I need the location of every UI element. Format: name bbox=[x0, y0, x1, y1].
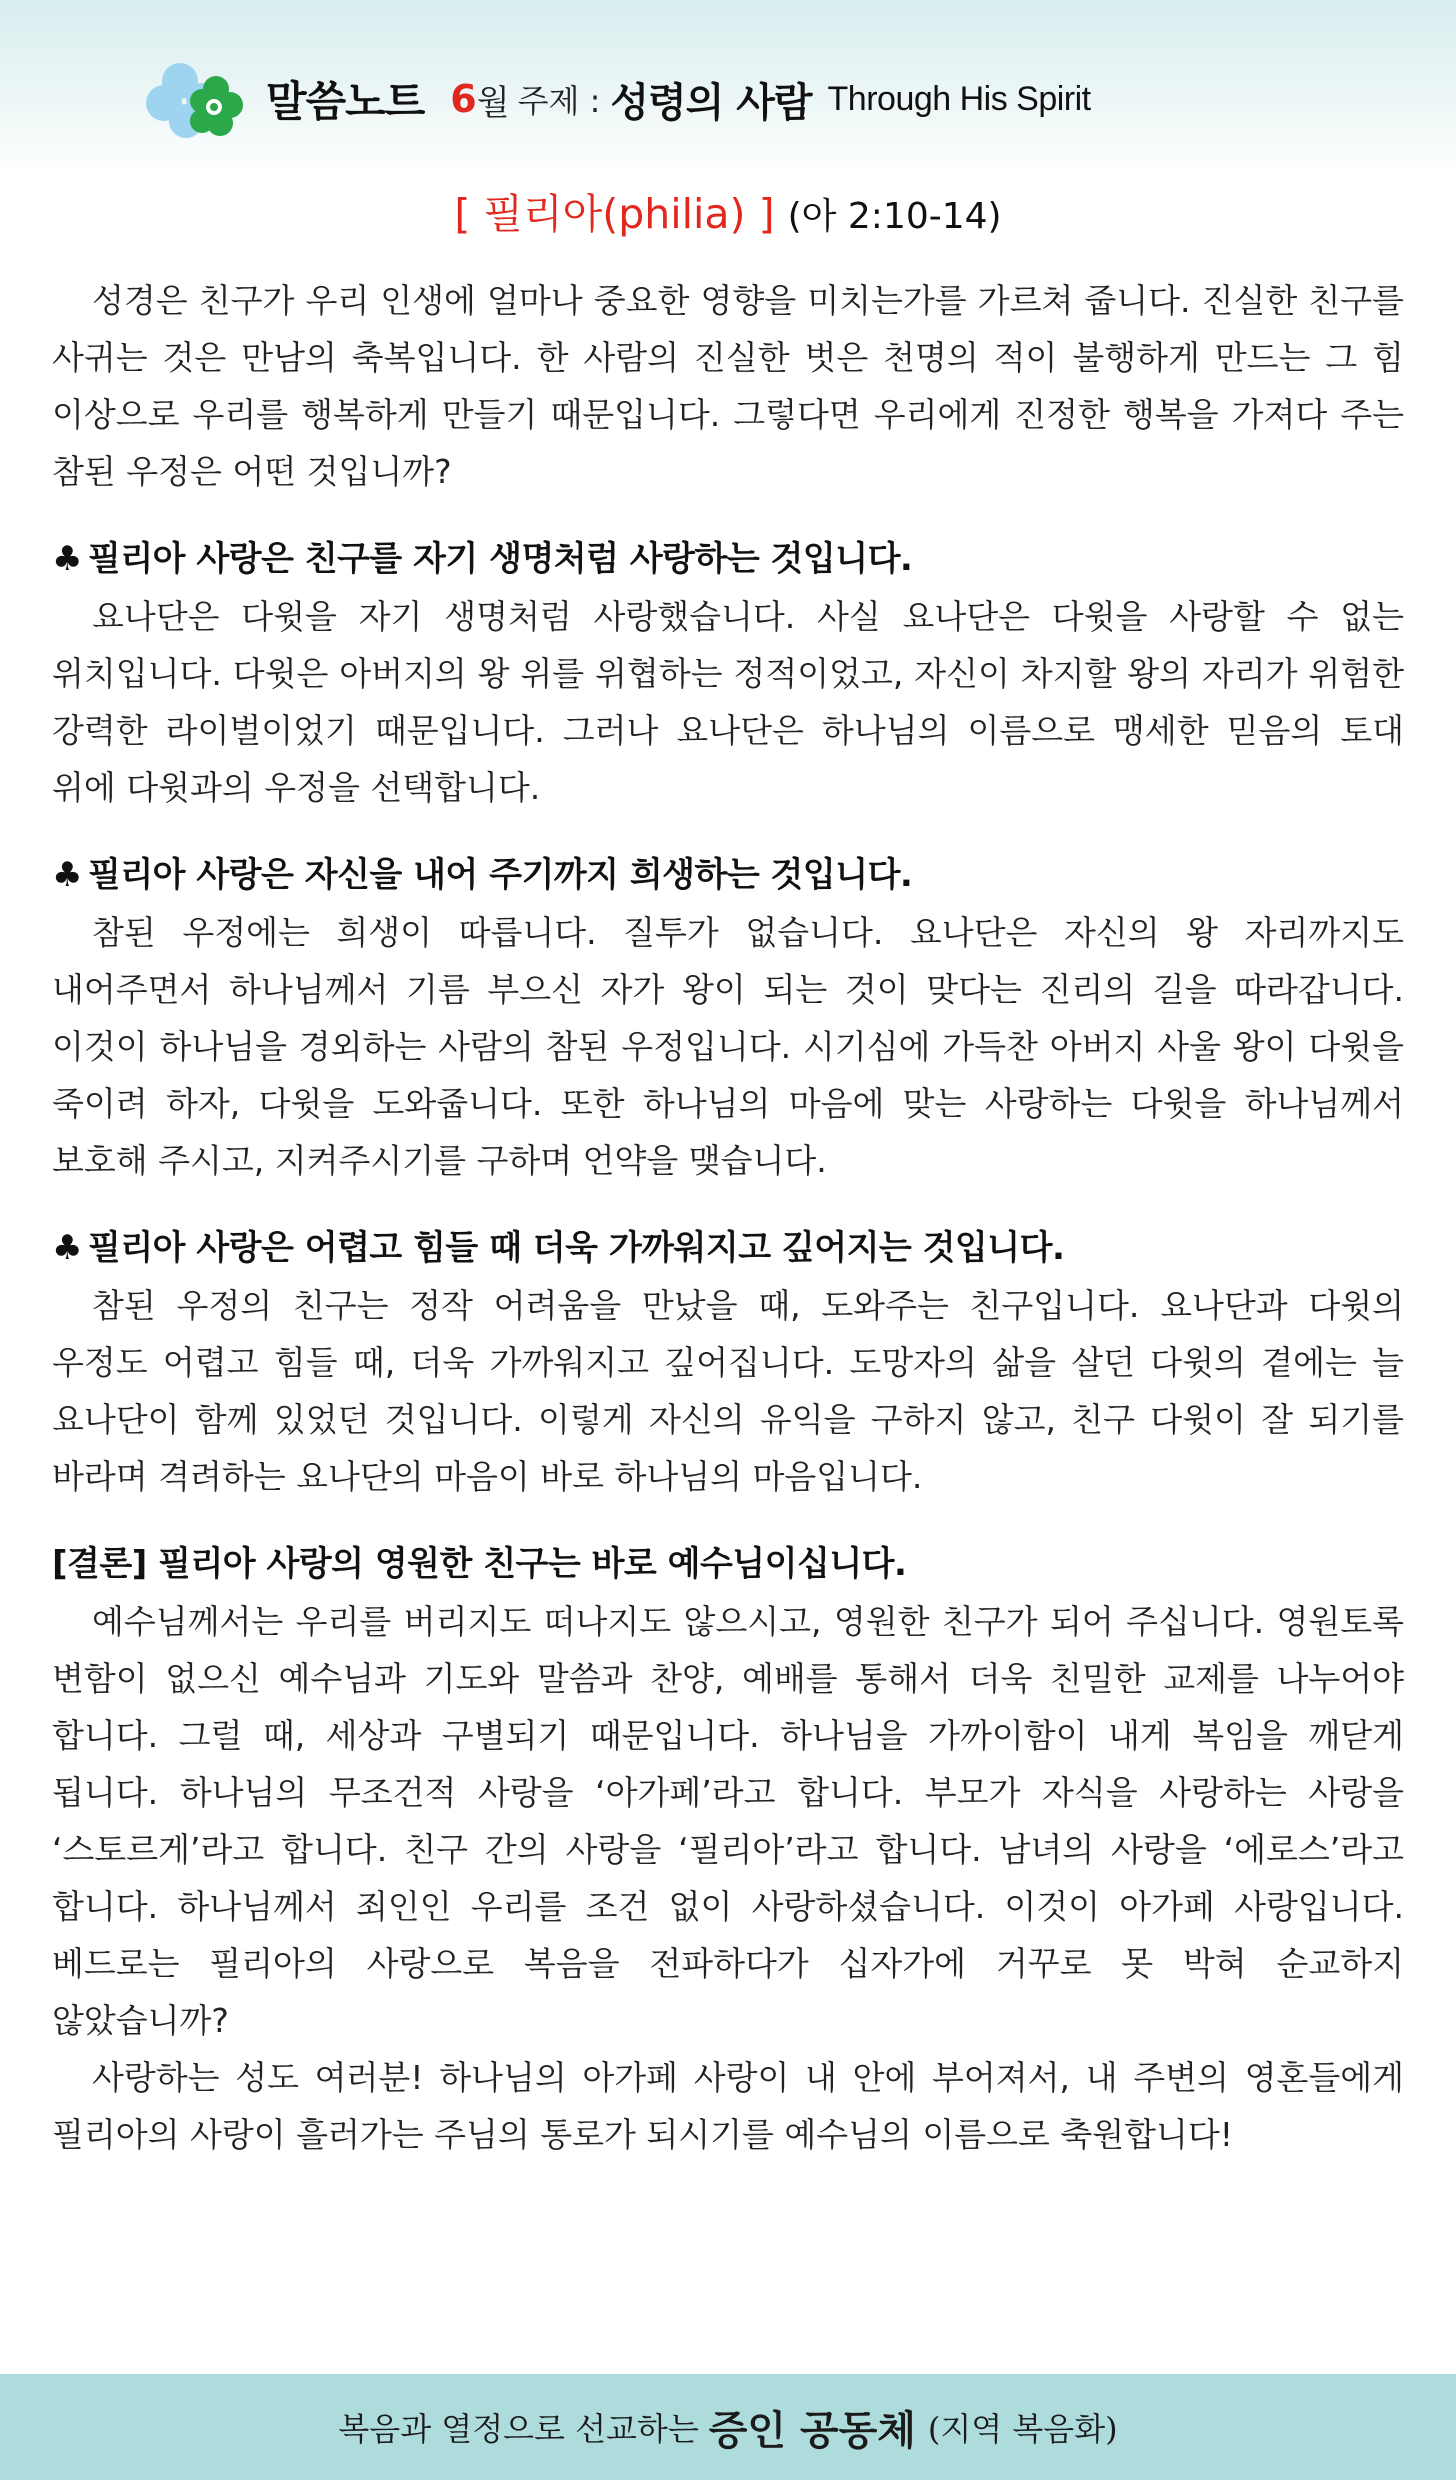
theme-english: Through His Spirit bbox=[827, 79, 1091, 118]
section-paragraph: 요나단은 다윗을 자기 생명처럼 사랑했습니다. 사실 요나단은 다윗을 사랑할 수 없는 위치입니다. 다윗은 아버지의 왕 위를 위협하는 정적이었고, 자신이 차지할 왕의 자리가 위험한 강력한 라이벌이었기 때문입니다. 그러나 요나단은 하나님의 이름으로 맹세한 믿음의 토대 위에 다윗과의 우정을 선택합니다. bbox=[52, 597, 1404, 807]
slogan-text: 복음과 열정으로 선교하는 bbox=[338, 2410, 699, 2448]
section-heading bbox=[52, 1219, 1404, 1277]
section-heading-text: 필리아 사랑은 자신을 내어 주기까지 희생하는 것입니다. bbox=[87, 855, 913, 895]
conclusion-heading: [결론] 필리아 사랑의 영원한 친구는 바로 예수님이십니다. bbox=[52, 1544, 907, 1584]
section-heading-text: 필리아 사랑은 친구를 자기 생명처럼 사랑하는 것입니다. bbox=[87, 539, 913, 579]
section-heading bbox=[52, 846, 1404, 904]
closing-paragraph: 사랑하는 성도 여러분! 하나님의 아가페 사랑이 내 안에 부어져서, 내 주변의 영혼들에게 필리아의 사랑이 흘러가는 주님의 통로가 되시기를 예수님의 이름으로 축원합니다! bbox=[52, 2058, 1404, 2154]
section-paragraph: 참된 우정에는 희생이 따릅니다. 질투가 없습니다. 요나단은 자신의 왕 자리까지도 내어주면서 하나님께서 기름 부으신 자가 왕이 되는 것이 맞다는 진리의 길을 따라갑니다. 이것이 하나님을 경외하는 사람의 참된 우정입니다. 시기심에 가득찬 아버지 사울 왕이 다윗을 죽이려 하자, 다윗을 도와줍니다. 또한 하나님의 마음에 맞는 사랑하는 다윗을 하나님께서 보호해 주시고, 지켜주시기를 구하며 언약을 맺습니다. bbox=[52, 913, 1404, 1180]
theme-label: 주제 : bbox=[517, 82, 601, 120]
sermon-title bbox=[0, 186, 1456, 245]
intro-paragraph: 성경은 친구가 우리 인생에 얼마나 중요한 영향을 미치는가를 가르쳐 줍니다. 진실한 친구를 사귀는 것은 만남의 축복입니다. 한 사람의 진실한 벗은 천명의 적이 불행하게 만드는 그 힘 이상으로 우리를 행복하게 만들기 때문입니다. 그렇다면 우리에게 진정한 행복을 가져다 주는 참된 우정은 어떤 것입니까? bbox=[52, 281, 1404, 491]
club-icon: ♣ bbox=[52, 855, 82, 895]
section-heading bbox=[52, 530, 1404, 588]
section-heading-text: 필리아 사랑은 어렵고 힘들 때 더욱 가까워지고 깊어지는 것입니다. bbox=[87, 1228, 1065, 1268]
month-number: 6 bbox=[450, 77, 477, 121]
conclusion-paragraph: 예수님께서는 우리를 버리지도 떠나지도 않으시고, 영원한 친구가 되어 주십니다. 영원토록 변함이 없으신 예수님과 기도와 말씀과 찬양, 예배를 통해서 더욱 친밀한 교제를 나누어야 합니다. 그럴 때, 세상과 구별되기 때문입니다. 하나님을 가까이함이 내게 복임을 깨닫게 됩니다. 하나님의 무조건적 사랑을 ‘아가페’라고 합니다. 부모가 자식을 사랑하는 사랑을 ‘스토르게’라고 합니다. 친구 간의 사랑을 ‘필리아’라고 합니다. 남녀의 사랑을 ‘에로스’라고 합니다. 하나님께서 죄인인 우리를 조건 없이 사랑하셨습니다. 이것이 아가페 사랑입니다. 베드로는 필리아의 사랑으로 복음을 전파하다가 십자가에 거꾸로 못 박혀 순교하지 않았습니까? bbox=[52, 1602, 1404, 2040]
section-paragraph: 참된 우정의 친구는 정작 어려움을 만났을 때, 도와주는 친구입니다. 요나단과 다윗의 우정도 어렵고 힘들 때, 더욱 가까워지고 깊어집니다. 도망자의 삶을 살던 다윗의 곁에는 늘 요나단이 함께 있었던 것입니다. 이렇게 자신의 유익을 구하지 않고, 친구 다윗이 잘 되기를 바라며 격려하는 요나단의 마음이 바로 하나님의 마음입니다. bbox=[52, 1286, 1404, 1496]
sermon-body bbox=[52, 272, 1404, 2163]
theme-korean: 성령의 사람 bbox=[610, 79, 812, 126]
scripture-reference: (아 2:10-14) bbox=[787, 196, 1002, 237]
flower-logo-icon bbox=[146, 55, 248, 143]
sermon-title-main: [ 필리아(philia) ] bbox=[454, 190, 775, 238]
slogan-note: (지역 복음화) bbox=[927, 2410, 1118, 2448]
month-word: 월 bbox=[476, 82, 510, 123]
club-icon: ♣ bbox=[52, 1228, 82, 1268]
page-header bbox=[146, 44, 1346, 154]
club-icon: ♣ bbox=[52, 539, 82, 579]
brand-title: 말씀노트 bbox=[266, 77, 425, 126]
footer-slogan bbox=[0, 2374, 1456, 2480]
slogan-emphasis: 증인 공동체 bbox=[708, 2406, 916, 2454]
